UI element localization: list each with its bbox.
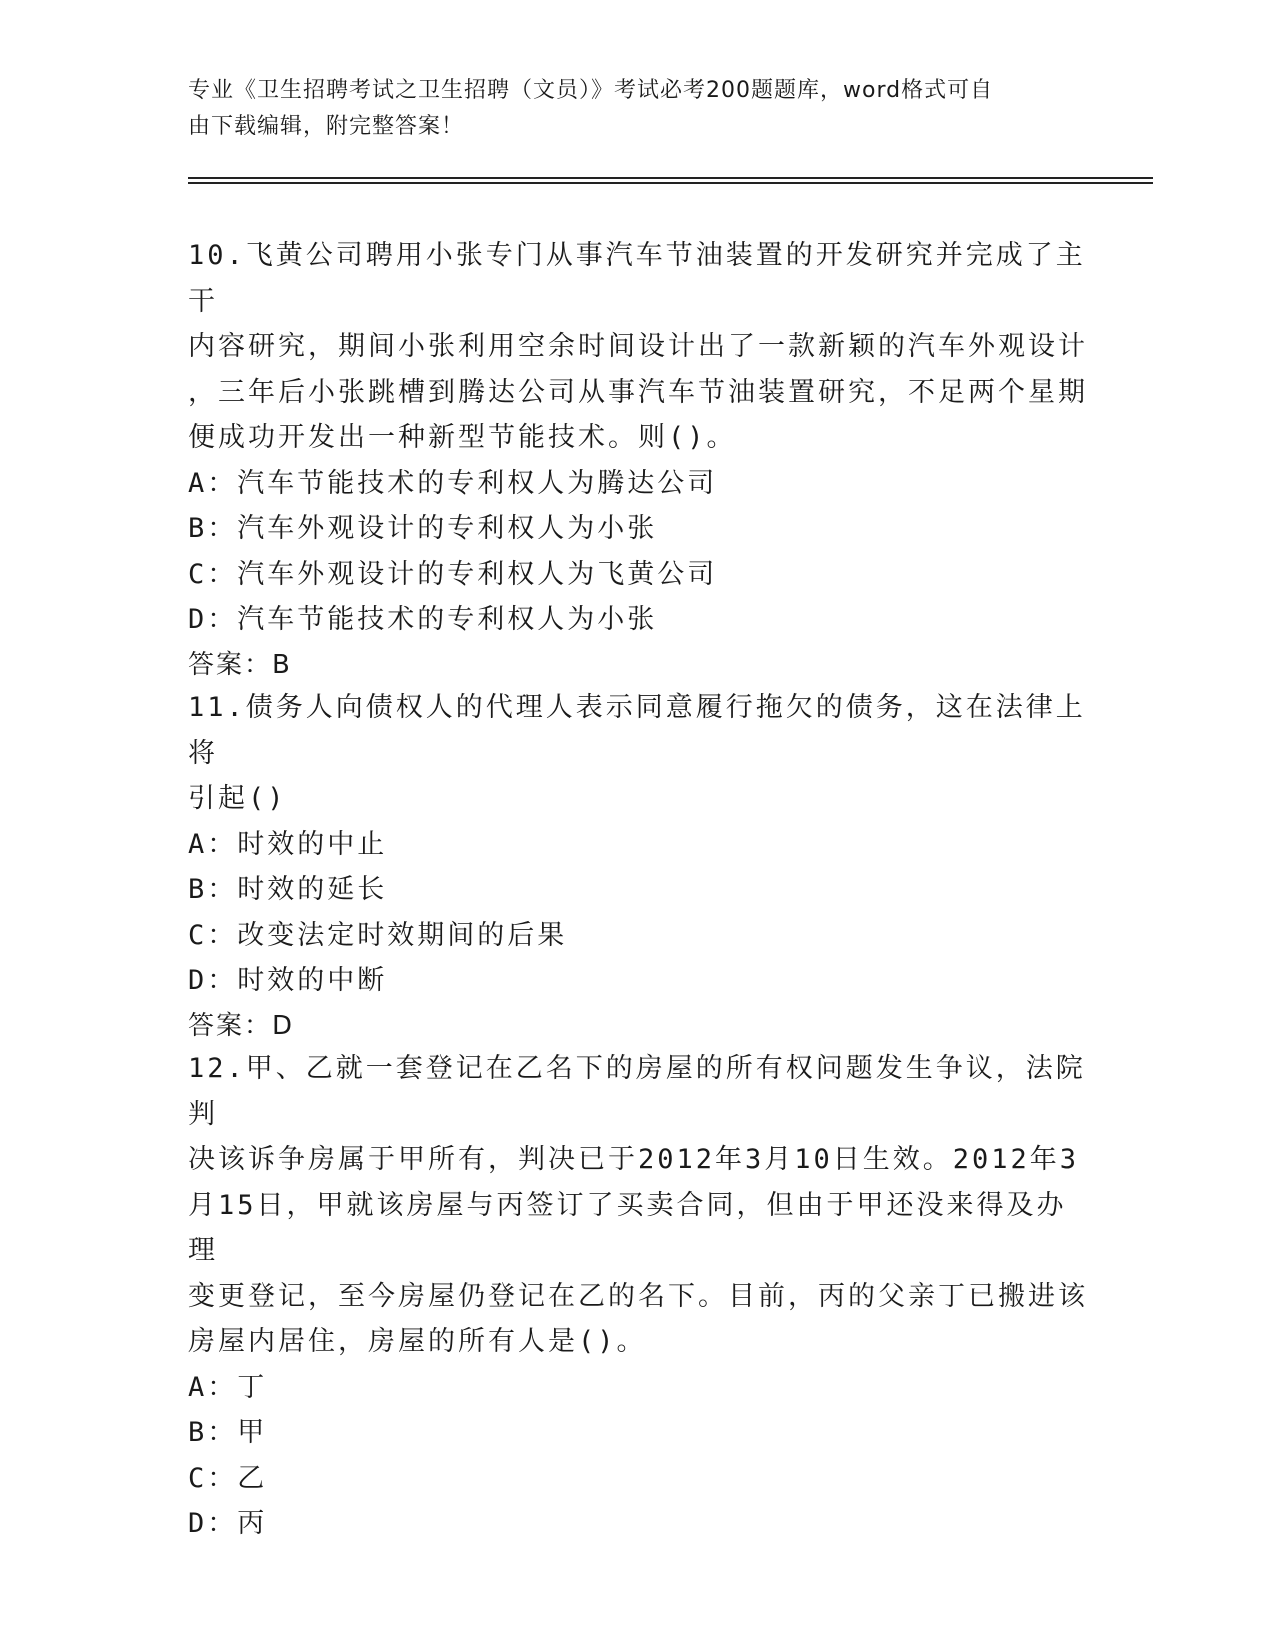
- question-stem-line: 引起(): [188, 783, 287, 814]
- header-divider-top: [188, 177, 1153, 179]
- document-header: [188, 73, 1068, 145]
- question-stem-line: 便成功开发出一种新型节能技术。则()。: [188, 422, 737, 453]
- header-line-2: 由下载编辑，附完整答案！: [188, 114, 465, 139]
- answer-label: 答案：D: [188, 1010, 295, 1041]
- option-d: D：时效的中断: [188, 965, 388, 996]
- option-c: C：改变法定时效期间的后果: [188, 919, 568, 951]
- option-a: A：汽车节能技术的专利权人为腾达公司: [188, 467, 718, 499]
- option-d: D：汽车节能技术的专利权人为小张: [188, 604, 658, 635]
- option-a: A：时效的中止: [188, 828, 388, 860]
- question-10: [188, 233, 1088, 688]
- option-c: C：汽车外观设计的专利权人为飞黄公司: [188, 558, 718, 590]
- question-stem-line: 11.债务人向债权人的代理人表示同意履行拖欠的债务，这在法律上将: [188, 692, 1086, 769]
- option-b: B：时效的延长: [188, 874, 388, 905]
- question-stem-line: 月15日，甲就该房屋与丙签订了买卖合同，但由于甲还没来得及办理: [188, 1189, 1067, 1266]
- question-stem-line: 内容研究，期间小张利用空余时间设计出了一款新颖的汽车外观设计: [188, 331, 1088, 362]
- option-d: D：丙: [188, 1508, 268, 1539]
- option-b: B：汽车外观设计的专利权人为小张: [188, 513, 658, 544]
- answer-label: 答案：B: [188, 649, 292, 680]
- question-12: [188, 1046, 1088, 1547]
- option-c: C：乙: [188, 1462, 268, 1494]
- question-stem-line: 12.甲、乙就一套登记在乙名下的房屋的所有权问题发生争议，法院判: [188, 1053, 1086, 1130]
- option-b: B：甲: [188, 1417, 268, 1448]
- question-stem-line: 房屋内居住，房屋的所有人是()。: [188, 1326, 647, 1357]
- question-stem-line: ，三年后小张跳槽到腾达公司从事汽车节油装置研究，不足两个星期: [188, 376, 1088, 408]
- question-11: [188, 685, 1088, 1049]
- option-a: A：丁: [188, 1371, 268, 1403]
- header-line-1: 专业《卫生招聘考试之卫生招聘（文员）》考试必考200题题库，word格式可自: [188, 78, 994, 103]
- question-stem-line: 变更登记，至今房屋仍登记在乙的名下。目前，丙的父亲丁已搬进该: [188, 1280, 1088, 1312]
- header-divider-bottom: [188, 182, 1153, 184]
- question-stem-line: 10.飞黄公司聘用小张专门从事汽车节油装置的开发研究并完成了主干: [188, 240, 1086, 317]
- question-stem-line: 决该诉争房属于甲所有，判决已于2012年3月10日生效。2012年3: [188, 1144, 1080, 1175]
